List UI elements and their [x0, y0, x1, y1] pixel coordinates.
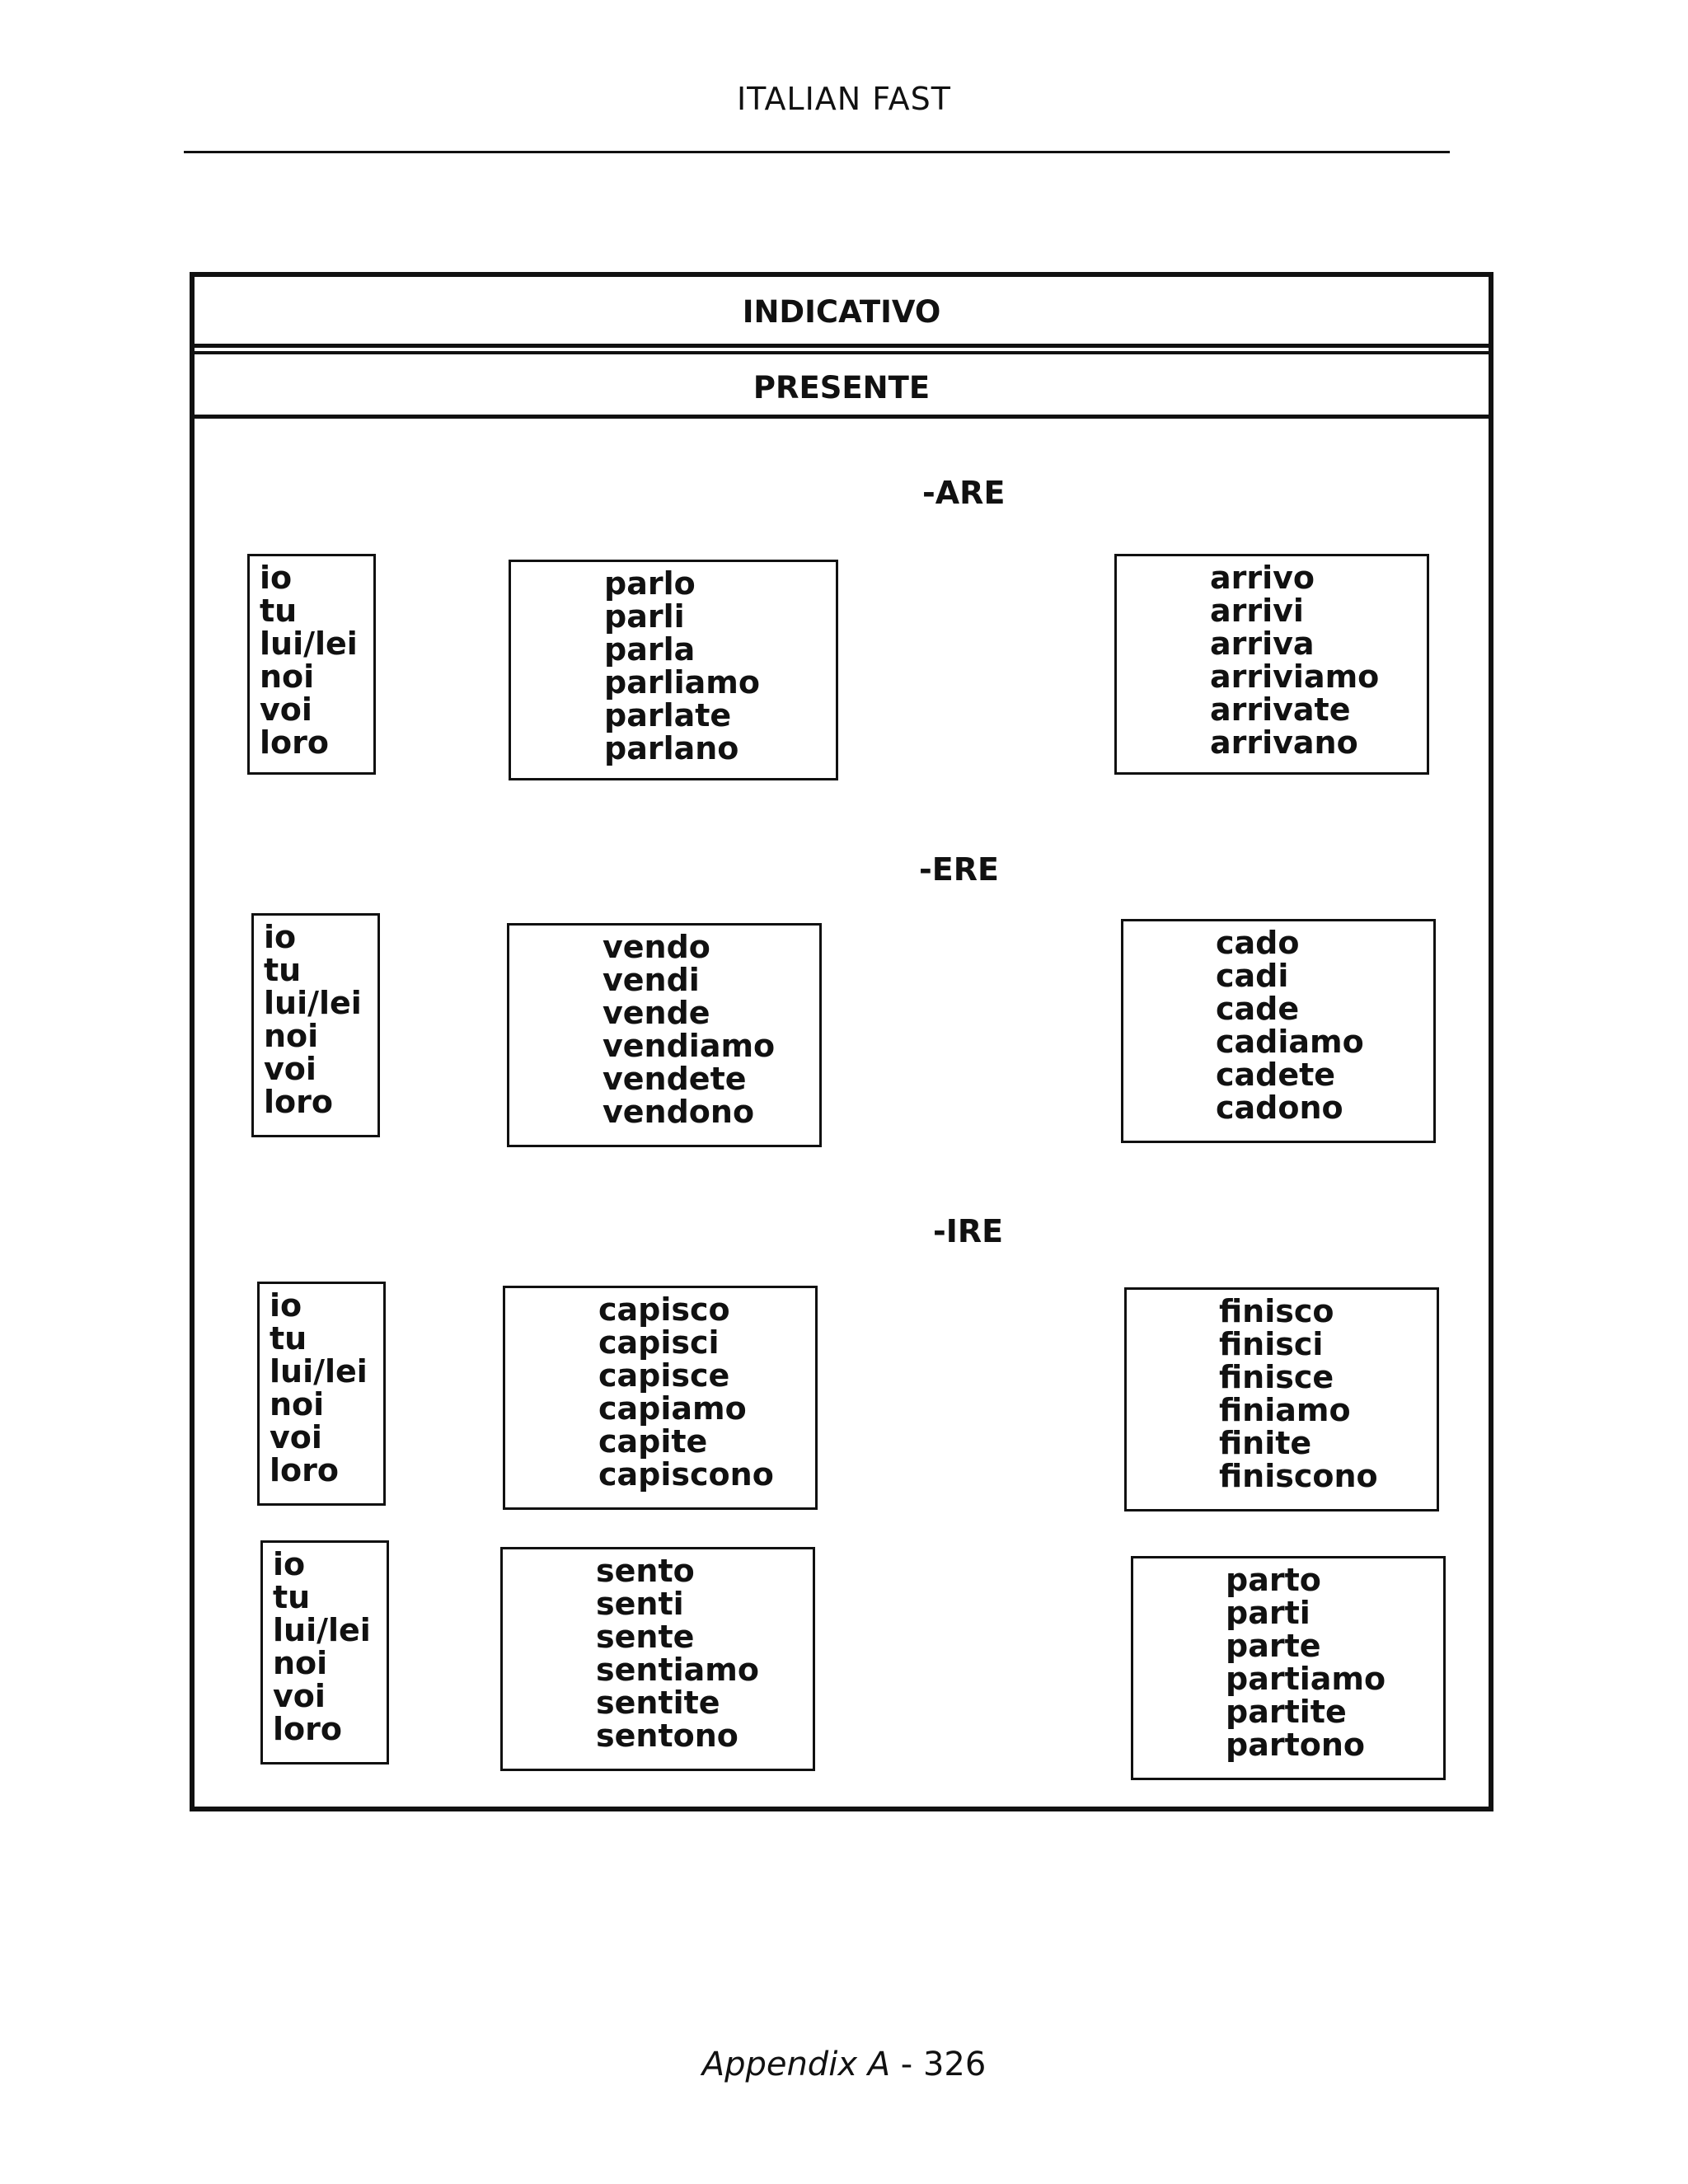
pronoun-list: [264, 921, 377, 1118]
list-item: sentite: [596, 1685, 720, 1721]
list-item: finiamo: [1219, 1392, 1351, 1428]
list-item: loro: [260, 724, 329, 761]
verb-box-vendere: [507, 923, 822, 1147]
pronoun-box: [247, 554, 376, 775]
list-item: io: [260, 560, 293, 596]
list-item: senti: [596, 1586, 684, 1622]
list-item: finite: [1219, 1425, 1312, 1461]
pronoun-box: [260, 1540, 389, 1765]
list-item: partiamo: [1226, 1661, 1386, 1697]
conjugation-list: [1123, 921, 1433, 1124]
list-item: tu: [264, 952, 302, 988]
list-item: capisce: [598, 1357, 730, 1394]
list-item: parli: [604, 598, 685, 635]
list-item: io: [264, 919, 297, 955]
list-item: voi: [264, 1051, 316, 1087]
list-item: cade: [1216, 991, 1300, 1027]
list-item: capiamo: [598, 1390, 747, 1427]
list-item: parlano: [604, 730, 739, 766]
list-item: lui/lei: [273, 1612, 371, 1648]
list-item: arriva: [1210, 626, 1315, 662]
list-item: arrivi: [1210, 593, 1304, 629]
list-item: sento: [596, 1553, 695, 1589]
list-item: loro: [264, 1084, 333, 1120]
group-label-ire: -IRE: [933, 1213, 1004, 1249]
list-item: parliamo: [604, 664, 760, 701]
list-item: sentiamo: [596, 1652, 759, 1688]
list-item: capisco: [598, 1291, 730, 1328]
verb-box-cadere: [1121, 919, 1436, 1143]
list-item: io: [270, 1287, 302, 1324]
conjugation-list: [505, 1288, 815, 1491]
list-item: parla: [604, 631, 696, 668]
list-item: voi: [273, 1678, 326, 1714]
list-item: cado: [1216, 925, 1300, 961]
verb-box-partire: [1131, 1556, 1446, 1780]
footer-separator: -: [890, 2046, 923, 2083]
pronoun-box: [251, 913, 380, 1137]
appendix-label: Appendix A: [701, 2046, 891, 2083]
list-item: cadono: [1216, 1090, 1343, 1126]
running-head: ITALIAN FAST: [736, 81, 952, 117]
list-item: capisci: [598, 1324, 720, 1361]
list-item: finiscono: [1219, 1458, 1378, 1494]
list-item: parlo: [604, 565, 696, 602]
list-item: sentono: [596, 1718, 738, 1754]
list-item: partono: [1226, 1727, 1366, 1763]
list-item: partite: [1226, 1694, 1347, 1730]
header-rule: [184, 151, 1450, 153]
list-item: loro: [270, 1452, 339, 1488]
list-item: tu: [273, 1579, 311, 1615]
list-item: noi: [260, 658, 315, 695]
conjugation-list: [503, 1549, 813, 1752]
list-item: noi: [270, 1386, 325, 1422]
pronoun-list: [270, 1289, 383, 1487]
list-item: vende: [603, 995, 710, 1031]
pronoun-list: [260, 561, 373, 759]
group-label-ere: -ERE: [919, 851, 999, 888]
list-item: cadiamo: [1216, 1024, 1364, 1060]
list-item: vendo: [603, 929, 710, 965]
verb-box-sentire: [500, 1547, 815, 1771]
list-item: tu: [260, 593, 298, 629]
list-item: noi: [273, 1645, 328, 1681]
list-item: voi: [260, 691, 312, 728]
list-item: arrivano: [1210, 724, 1358, 761]
conjugation-list: [1133, 1558, 1443, 1761]
list-item: vendono: [603, 1094, 755, 1130]
list-item: parto: [1226, 1562, 1321, 1598]
list-item: finisce: [1219, 1359, 1334, 1395]
list-item: parti: [1226, 1595, 1311, 1631]
pronoun-list: [273, 1548, 387, 1746]
table-subtitle: PRESENTE: [195, 351, 1489, 419]
pronoun-box: [257, 1282, 386, 1506]
conjugation-table: [190, 272, 1493, 1811]
list-item: tu: [270, 1320, 307, 1357]
list-item: arrivate: [1210, 691, 1351, 728]
list-item: noi: [264, 1018, 319, 1054]
list-item: arrivo: [1210, 560, 1315, 596]
list-item: capite: [598, 1423, 708, 1460]
list-item: parte: [1226, 1628, 1321, 1664]
list-item: lui/lei: [264, 985, 362, 1021]
conjugation-list: [1127, 1290, 1437, 1493]
list-item: cadete: [1216, 1057, 1336, 1093]
list-item: finisci: [1219, 1326, 1324, 1362]
list-item: vendete: [603, 1061, 747, 1097]
verb-box-capire: [503, 1286, 818, 1510]
list-item: vendi: [603, 962, 700, 998]
verb-box-parlare: [509, 560, 838, 780]
list-item: vendiamo: [603, 1028, 776, 1064]
conjugation-list: [1117, 556, 1427, 759]
list-item: lui/lei: [260, 626, 358, 662]
page-number: 326: [922, 2046, 987, 2083]
list-item: lui/lei: [270, 1353, 368, 1390]
list-item: voi: [270, 1419, 322, 1455]
list-item: arriviamo: [1210, 658, 1380, 695]
group-label-are: -ARE: [922, 475, 1006, 511]
list-item: io: [273, 1546, 306, 1582]
page-footer: [0, 2046, 1688, 2083]
verb-box-arrivare: [1114, 554, 1429, 775]
list-item: cadi: [1216, 958, 1289, 994]
list-item: finisco: [1219, 1293, 1334, 1329]
list-item: parlate: [604, 697, 732, 733]
conjugation-list: [511, 562, 836, 765]
list-item: sente: [596, 1619, 695, 1655]
conjugation-list: [509, 926, 819, 1128]
table-title: INDICATIVO: [195, 277, 1489, 348]
verb-box-finire: [1124, 1287, 1439, 1511]
list-item: loro: [273, 1711, 342, 1747]
list-item: capiscono: [598, 1456, 774, 1493]
